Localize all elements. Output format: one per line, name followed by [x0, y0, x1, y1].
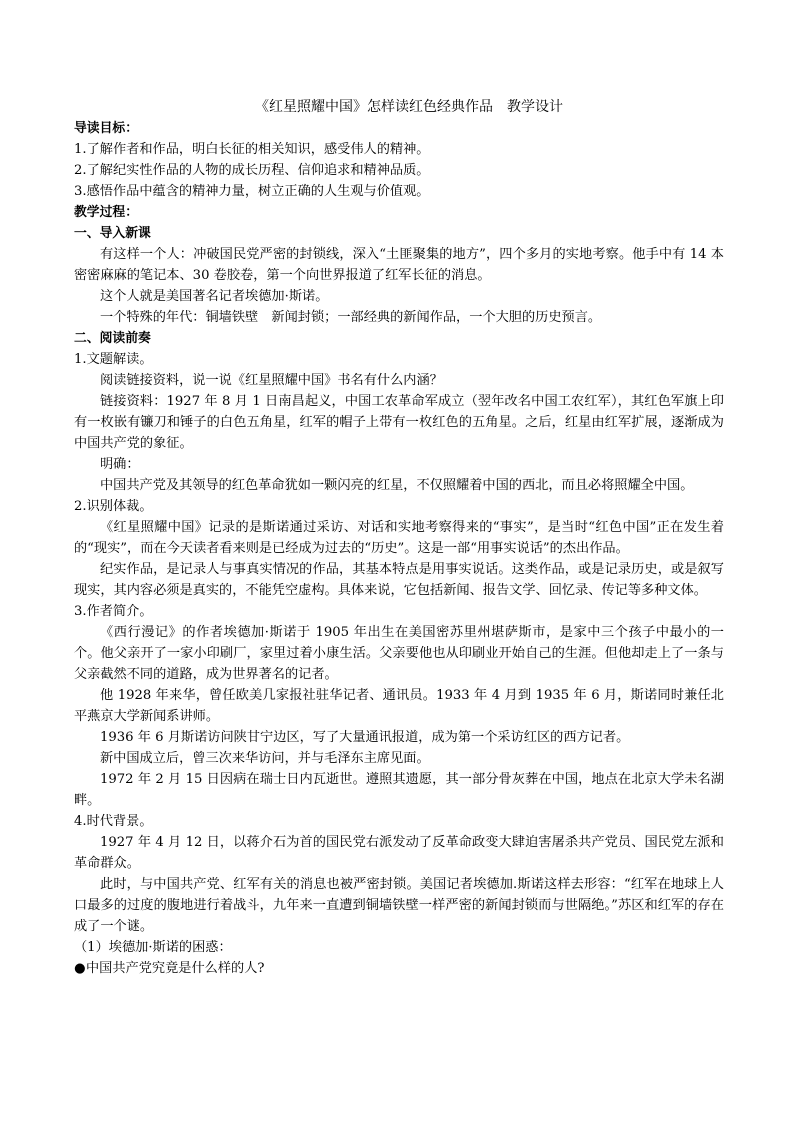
document-page: [74, 96, 724, 979]
paragraph: 《西行漫记》的作者埃德加·斯诺于 1905 年出生在美国密苏里州堪萨斯市，是家中三个孩子中最小的一个。他父亲开了一家小印刷厂，家里过着小康生活。父亲要他也从印刷业开始自己的生涯。但他却走上了一条与父亲截然不同的道路，成为世界著名的记者。: [74, 625, 724, 682]
sub-item: （1）埃德加·斯诺的困惑：: [74, 940, 232, 955]
bullet-text: 中国共产党究竟是什么样的人?: [86, 961, 265, 976]
paragraph: 新中国成立后，曾三次来华访问，并与毛泽东主席见面。: [100, 751, 430, 766]
subsection-title: 1.文题解读。: [74, 352, 153, 367]
paragraph: 《红星照耀中国》记录的是斯诺通过采访、对话和实地考察得来的“事实”，是当时“红色中国”正在发生着的“现实”，而在今天读者看来则是已经成为过去的“历史”。这是一部“用事实说话”的杰出作品。: [74, 520, 724, 556]
paragraph: 链接资料：1927 年 8 月 1 日南昌起义，中国工农革命军成立（翌年改名中国工农红军），其红色军旗上印有一枚嵌有镰刀和锤子的白色五角星，红军的帽子上带有一枚红色的五角星。之后，红星由红军扩展，逐渐成为中国共产党的象征。: [74, 394, 724, 451]
bullet-icon: ●: [74, 961, 86, 976]
paragraph: 一个特殊的年代：铜墙铁壁 新闻封锁；一部经典的新闻作品，一个大胆的历史预言。: [100, 310, 602, 325]
subsection-title: 3.作者简介。: [74, 604, 153, 619]
paragraph: 1936 年 6 月斯诺访问陕甘宁边区，写了大量通讯报道，成为第一个采访红区的西方记者。: [100, 730, 630, 745]
section-heading: 一、导入新课: [74, 226, 151, 241]
goals-heading: 导读目标：: [74, 121, 138, 136]
paragraph: 有这样一个人：冲破国民党严密的封锁线，深入“土匪聚集的地方”，四个多月的实地考察。他手中有 14 本密密麻麻的笔记本、30 卷胶卷，第一个向世界报道了红军长征的消息。: [74, 247, 724, 283]
bullet-item: [74, 958, 724, 979]
subsection-title: 4.时代背景。: [74, 814, 153, 829]
goal-item: 3.感悟作品中蕴含的精神力量，树立正确的人生观与价值观。: [74, 184, 430, 199]
paragraph: 1972 年 2 月 15 日因病在瑞士日内瓦逝世。遵照其遗愿，其一部分骨灰葬在中国，地点在北京大学未名湖畔。: [74, 772, 724, 808]
subsection-title: 2.识别体裁。: [74, 499, 153, 514]
paragraph: 纪实作品，是记录人与事真实情况的作品，其基本特点是用事实说话。这类作品，或是记录历史，或是叙写现实，其内容必须是真实的，不能凭空虚构。具体来说，它包括新闻、报告文学、回忆录、传记等多种文体。: [74, 562, 724, 598]
paragraph: 此时，与中国共产党、红军有关的消息也被严密封锁。美国记者埃德加.斯诺这样去形容：“红军在地球上人口最多的过度的腹地进行着战斗，九年来一直遭到铜墙铁壁一样严密的新闻封锁而与世隔绝。”苏区和红军的存在成了一个谜。: [74, 877, 724, 934]
document-title: 《红星照耀中国》怎样读红色经典作品 教学设计: [255, 99, 563, 115]
section-heading: 二、阅读前奏: [74, 331, 151, 346]
paragraph: 明确：: [100, 457, 140, 472]
paragraph: 1927 年 4 月 12 日，以蒋介石为首的国民党右派发动了反革命政变大肆迫害屠杀共产党员、国民党左派和革命群众。: [74, 835, 724, 871]
goal-item: 2.了解纪实性作品的人物的成长历程、信仰追求和精神品质。: [74, 163, 430, 178]
paragraph: 阅读链接资料，说一说《红星照耀中国》书名有什么内涵？: [100, 373, 443, 388]
goal-item: 1.了解作者和作品，明白长征的相关知识，感受伟人的精神。: [74, 142, 430, 157]
process-heading: 教学过程：: [74, 205, 138, 220]
paragraph: 他 1928 年来华，曾任欧美几家报社驻华记者、通讯员。1933 年 4 月到 1935 年 6 月，斯诺同时兼任北平燕京大学新闻系讲师。: [74, 688, 724, 724]
paragraph: 中国共产党及其领导的红色革命犹如一颗闪亮的红星，不仅照耀着中国的西北，而且必将照耀全中国。: [100, 478, 694, 493]
paragraph: 这个人就是美国著名记者埃德加·斯诺。: [100, 289, 329, 304]
